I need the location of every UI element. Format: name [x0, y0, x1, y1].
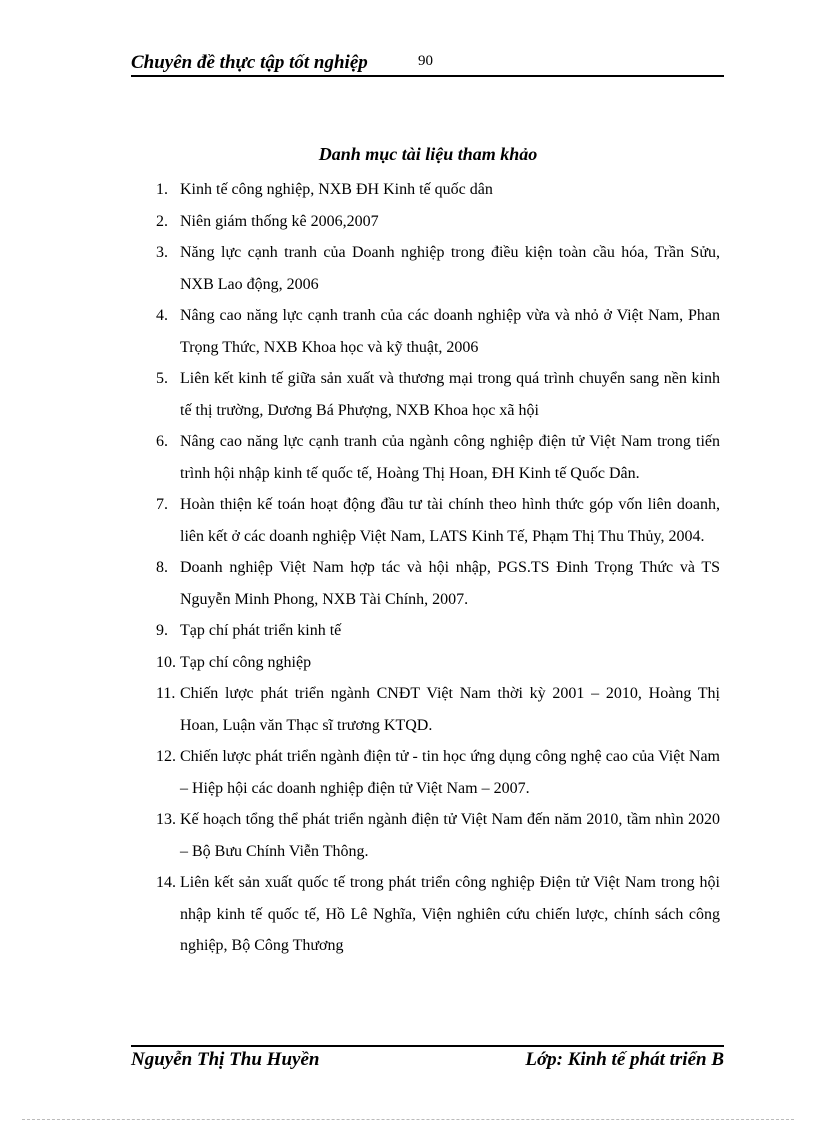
reference-item — [156, 552, 720, 615]
reference-item — [156, 678, 720, 741]
reference-text: Hoàn thiện kế toán hoạt động đầu tư tài chính theo hình thức góp vốn liên doanh, liên kết ở các doanh nghiệp Việt Nam, LATS Kinh Tế, Phạm Thị Thu Thủy, 2004. — [180, 496, 720, 545]
reference-text: Doanh nghiệp Việt Nam hợp tác và hội nhập, PGS.TS Đinh Trọng Thức và TS Nguyễn Minh Phong, NXB Tài Chính, 2007. — [180, 559, 720, 608]
reference-number: 14. — [156, 874, 176, 891]
document-heading: Danh mục tài liệu tham khảo — [318, 144, 538, 164]
page-number: 90 — [418, 53, 433, 69]
reference-item — [156, 647, 720, 679]
reference-item — [156, 804, 720, 867]
reference-item — [156, 237, 720, 300]
reference-item — [156, 489, 720, 552]
header-title: Chuyên đề thực tập tốt nghiệp — [131, 52, 368, 73]
reference-number: 9. — [156, 622, 168, 639]
reference-number: 12. — [156, 748, 176, 765]
reference-text: Liên kết kinh tế giữa sản xuất và thương mại trong quá trình chuyển sang nền kinh tế thị trường, Dương Bá Phượng, NXB Khoa học xã hội — [180, 370, 720, 419]
reference-text: Tạp chí phát triển kinh tế — [180, 622, 342, 639]
footer-class: Lớp: Kinh tế phát triển B — [525, 1049, 724, 1070]
reference-item — [156, 867, 720, 962]
reference-number: 8. — [156, 559, 168, 576]
reference-number: 6. — [156, 433, 168, 450]
reference-number: 11. — [156, 685, 176, 702]
reference-item — [156, 741, 720, 804]
reference-text: Chiến lược phát triển ngành CNĐT Việt Nam thời kỳ 2001 – 2010, Hoàng Thị Hoan, Luận văn Thạc sĩ trương KTQD. — [180, 685, 720, 734]
reference-item — [156, 206, 720, 238]
reference-text: Năng lực cạnh tranh của Doanh nghiệp trong điều kiện toàn cầu hóa, Trần Sửu, NXB Lao động, 2006 — [180, 244, 720, 293]
reference-text: Niên giám thống kê 2006,2007 — [180, 212, 379, 230]
reference-text: Nâng cao năng lực cạnh tranh của ngành công nghiệp điện tử Việt Nam trong tiến trình hội nhập kinh tế quốc tế, Hoàng Thị Hoan, ĐH Kinh tế Quốc Dân. — [180, 433, 720, 482]
reference-number: 4. — [156, 307, 168, 324]
reference-item — [156, 615, 720, 647]
reference-list — [156, 174, 720, 962]
reference-text: Chiến lược phát triển ngành điện tử - tin học ứng dụng công nghệ cao của Việt Nam – Hiệp hội các doanh nghiệp điện tử Việt Nam – 2007. — [180, 748, 720, 797]
reference-number: 7. — [156, 496, 168, 513]
footer-rule — [131, 1045, 724, 1047]
reference-text: Nâng cao năng lực cạnh tranh của các doanh nghiệp vừa và nhỏ ở Việt Nam, Phan Trọng Thức, NXB Khoa học và kỹ thuật, 2006 — [180, 307, 720, 356]
reference-item — [156, 300, 720, 363]
reference-number: 3. — [156, 244, 168, 261]
reference-number: 13. — [156, 811, 176, 828]
reference-text: Kinh tế công nghiệp, NXB ĐH Kinh tế quốc dân — [180, 181, 493, 198]
reference-text: Kế hoạch tổng thể phát triển ngành điện tử Việt Nam đến năm 2010, tầm nhìn 2020 – Bộ Bưu Chính Viễn Thông. — [180, 811, 720, 860]
header-rule — [131, 75, 724, 77]
page-header — [131, 50, 724, 76]
footer-author: Nguyễn Thị Thu Huyền — [131, 1049, 320, 1070]
reference-number: 10. — [156, 653, 176, 671]
reference-item — [156, 426, 720, 489]
reference-item — [156, 174, 720, 206]
reference-item — [156, 363, 720, 426]
reference-number: 2. — [156, 212, 168, 230]
page-boundary — [22, 1119, 794, 1120]
reference-number: 1. — [156, 181, 168, 198]
reference-text: Liên kết sản xuất quốc tế trong phát triển công nghiệp Điện tử Việt Nam trong hội nhập kinh tế quốc tế, Hồ Lê Nghĩa, Viện nghiên cứu chiến lược, chính sách công nghiệp, Bộ Công Thương — [180, 874, 720, 954]
reference-number: 5. — [156, 370, 168, 387]
reference-text: Tạp chí công nghiệp — [180, 653, 312, 671]
